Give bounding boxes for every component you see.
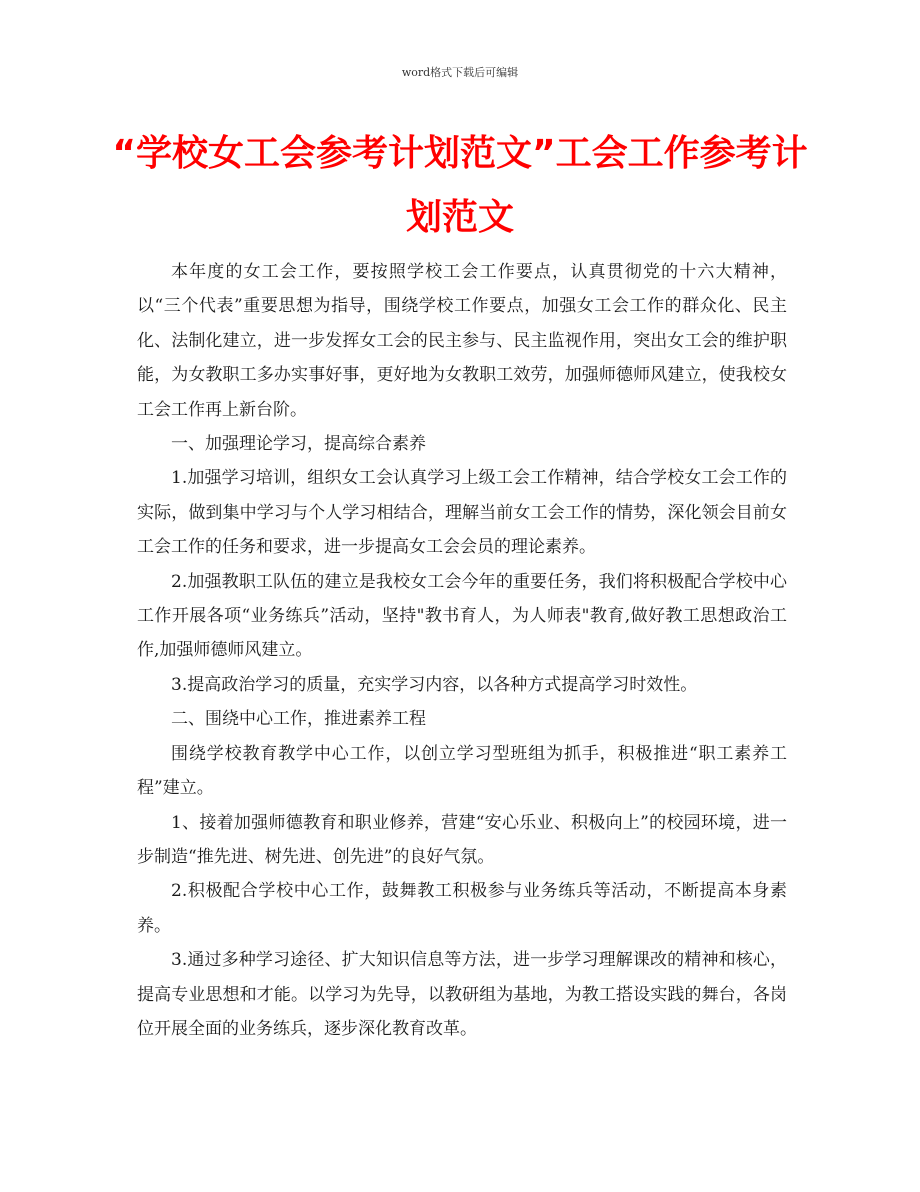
header-note: word格式下载后可编辑: [401, 66, 519, 79]
paragraph: 1.加强学习培训，组织女工会认真学习上级工会工作精神，结合学校女工会工作的实际，做到集中学习与个人学习相结合，理解当前女工会工作的情势，深化领会目前女工会工作的任务和要求，进一步提高女工会会员的理论素养。: [137, 468, 787, 558]
section-heading-2: 二、围绕中心工作，推进素养工程: [171, 709, 426, 730]
section-heading-1: 一、加强理论学习，提高综合素养: [171, 434, 426, 455]
document-title: “学校女工会参考计划范文”工会工作参考计划范文: [112, 133, 808, 238]
paragraph: 3.通过多种学习途径、扩大知识信息等方法，进一步学习理解课改的精神和核心，提高专业思想和才能。以学习为先导，以教研组为基地，为教工搭设实践的舞台，各岗位开展全面的业务练兵，逐步深化教育改革。: [137, 950, 787, 1039]
paragraph: 1、接着加强师德教育和职业修养，营建“安心乐业、积极向上”的校园环境，进一步制造“推先进、树先进、创先进”的良好气氛。: [137, 812, 787, 867]
paragraph: 3.提高政治学习的质量，充实学习内容，以各种方式提高学习时效性。: [171, 674, 698, 695]
document-body: [137, 255, 787, 1046]
paragraph: 围绕学校教育教学中心工作，以创立学习型班组为抓手，积极推进“职工素养工程”建立。: [137, 743, 787, 799]
paragraph-intro: 本年度的女工会工作，要按照学校工会工作要点，认真贯彻党的十六大精神，以“三个代表”重要思想为指导，围绕学校工作要点，加强女工会工作的群众化、民主化、法制化建立，进一步发挥女工会的民主参与、民主监视作用，突出女工会的维护职能，为女教职工多办实事好事，更好地为女教职工效劳，加强师德师风建立，使我校女工会工作再上新台阶。: [137, 262, 787, 420]
paragraph: 2.加强教职工队伍的建立是我校女工会今年的重要任务，我们将积极配合学校中心工作开展各项“业务练兵”活动，坚持"教书育人，为人师表"教育,做好教工思想政治工作,加强师德师风建立。: [137, 571, 787, 661]
paragraph: 2.积极配合学校中心工作，鼓舞教工积极参与业务练兵等活动，不断提高本身素养。: [137, 881, 787, 936]
